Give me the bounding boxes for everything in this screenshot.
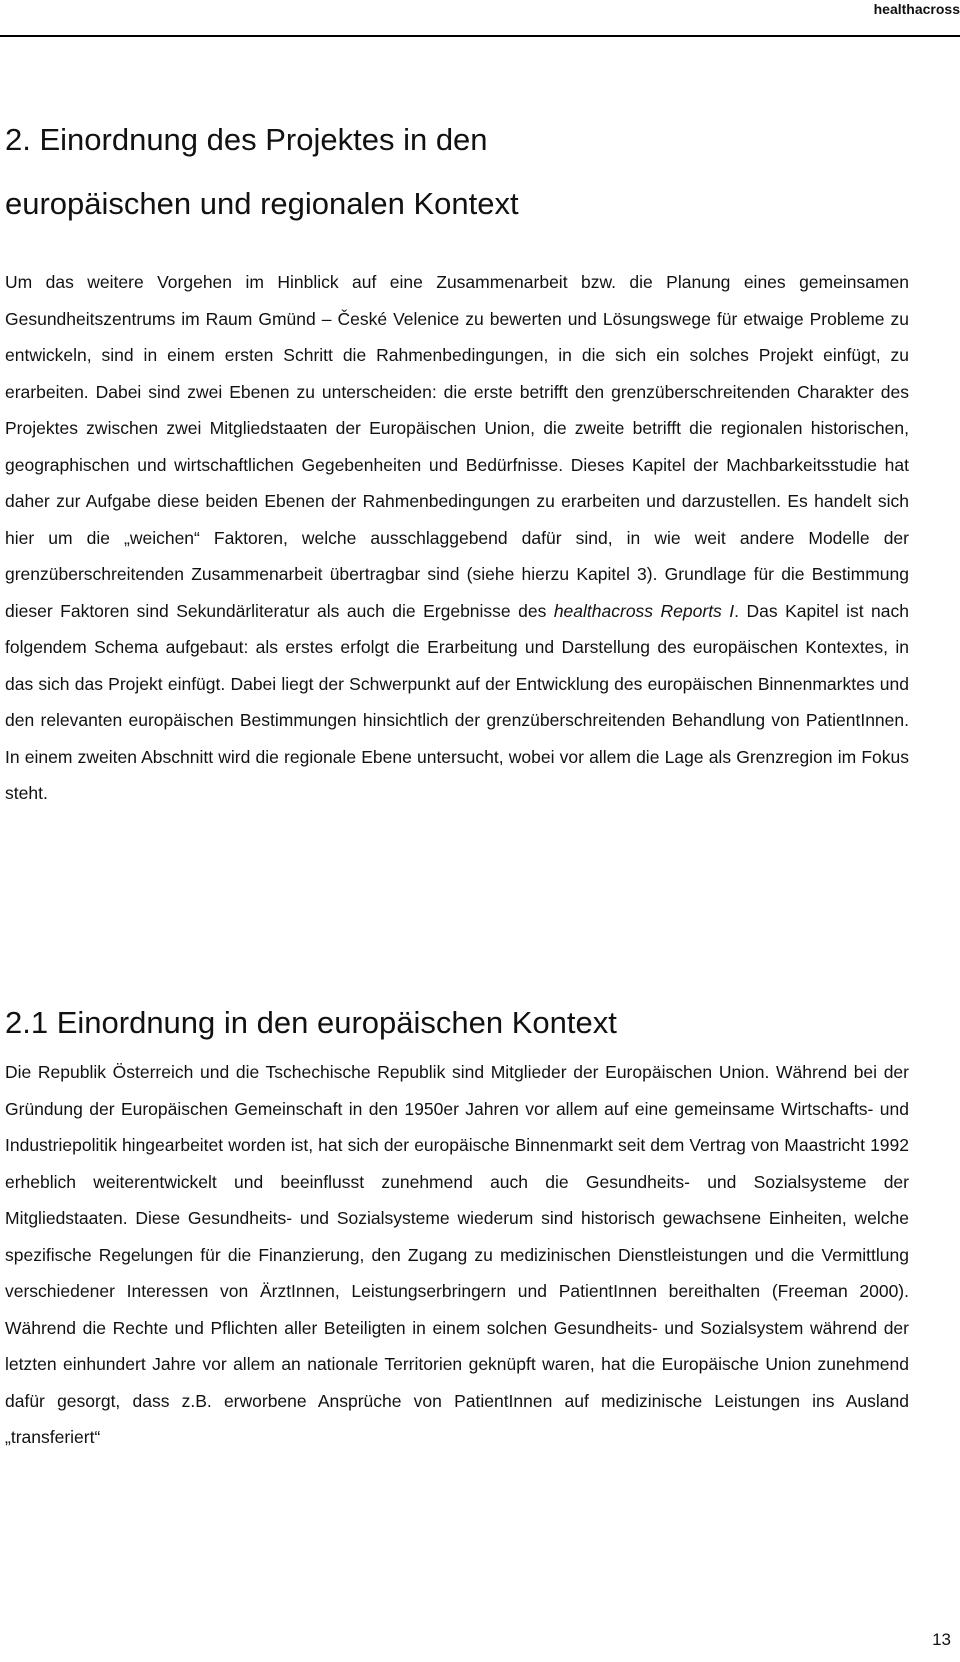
header-title: healthacross: [873, 1, 960, 17]
section-2-heading: [5, 108, 925, 236]
paragraph-text-part-2: . Das Kapitel ist nach folgendem Schema aufgebaut: als erstes erfolgt die Erarbeitung und Darstellung des europäischen Kontextes, in das sich das Projekt einfügt. Dabei liegt der Schwerpunkt auf der Entwicklung des europäischen Binnenmarktes und den relevanten europäischen Bestimmungen hinsichtlich der grenzüberschreitenden Behandlung von PatientInnen. In einem zweiten Abschnitt wird die regionale Ebene untersucht, wobei vor allem die Lage als Grenzregion im Fokus steht.: [5, 600, 910, 803]
section-2-1-paragraph: Die Republik Österreich und die Tschechische Republik sind Mitglieder der Europäischen Union. Während bei der Gründung der Europäischen Gemeinschaft in den 1950er Jahren vor allem auf eine gemeinsame Wirtschafts- und Industriepolitik hingearbeitet worden ist, hat sich der europäische Binnenmarkt seit dem Vertrag von Maastricht 1992 erheblich weiterentwickelt und beeinflusst zunehmend auch die Gesundheits- und Sozialsysteme der Mitgliedstaaten. Diese Gesundheits- und Sozialsysteme wiederum sind historisch gewachsene Einheiten, welche spezifische Regelungen für die Finanzierung, den Zugang zu medizinischen Dienstleistungen und die Vermittlung verschiedener Interessen von ÄrztInnen, Leistungserbringern und PatientInnen bereithalten (Freeman 2000). Während die Rechte und Pflichten aller Beteiligten in einem solchen Gesundheits- und Sozialsystem während der letzten einhundert Jahre vor allem an nationale Territorien geknüpft waren, hat die Europäische Union zunehmend dafür gesorgt, dass z.B. erworbene Ansprüche von PatientInnen auf medizinische Leistungen ins Ausland „transferiert“: [5, 1062, 909, 1447]
section-2-paragraph: [5, 264, 909, 812]
header-rule: [0, 35, 960, 37]
section-2-heading-line-2: europäischen und regionalen Kontext: [5, 186, 519, 221]
report-title: healthacross Reports I: [553, 600, 735, 621]
running-header: [0, 0, 960, 38]
section-2-1-heading: 2.1 Einordnung in den europäischen Kontext: [5, 1005, 617, 1040]
section-2-heading-line-1: 2. Einordnung des Projektes in den: [5, 122, 488, 157]
paragraph-text-part-1: Um das weitere Vorgehen im Hinblick auf eine Zusammenarbeit bzw. die Planung eines gemeinsamen Gesundheitszentrums im Raum Gmünd – České Velenice zu bewerten und Lösungswege für etwaige Probleme zu entwickeln, sind in einem ersten Schritt die Rahmenbedingungen, in die sich ein solches Projekt einfügt, zu erarbeiten. Dabei sind zwei Ebenen zu unterscheiden: die erste betrifft den grenzüberschreitenden Charakter des Projektes zwischen zwei Mitgliedstaaten der Europäischen Union, die zweite betrifft die regionalen historischen, geographischen und wirtschaftlichen Gegebenheiten und Bedürfnisse. Dieses Kapitel der Machbarkeitsstudie hat daher zur Aufgabe diese beiden Ebenen der Rahmenbedingungen zu erarbeiten und darzustellen. Es handelt sich hier um die „weichen“ Faktoren, welche ausschlaggebend dafür sind, in wie weit andere Modelle der grenzüberschreitenden Zusammenarbeit übertragbar sind (siehe hierzu Kapitel 3). Grundlage für die Bestimmung dieser Faktoren sind Sekundärliteratur als auch die Ergebnisse des: [5, 272, 909, 621]
page-number: 13: [932, 1630, 951, 1649]
